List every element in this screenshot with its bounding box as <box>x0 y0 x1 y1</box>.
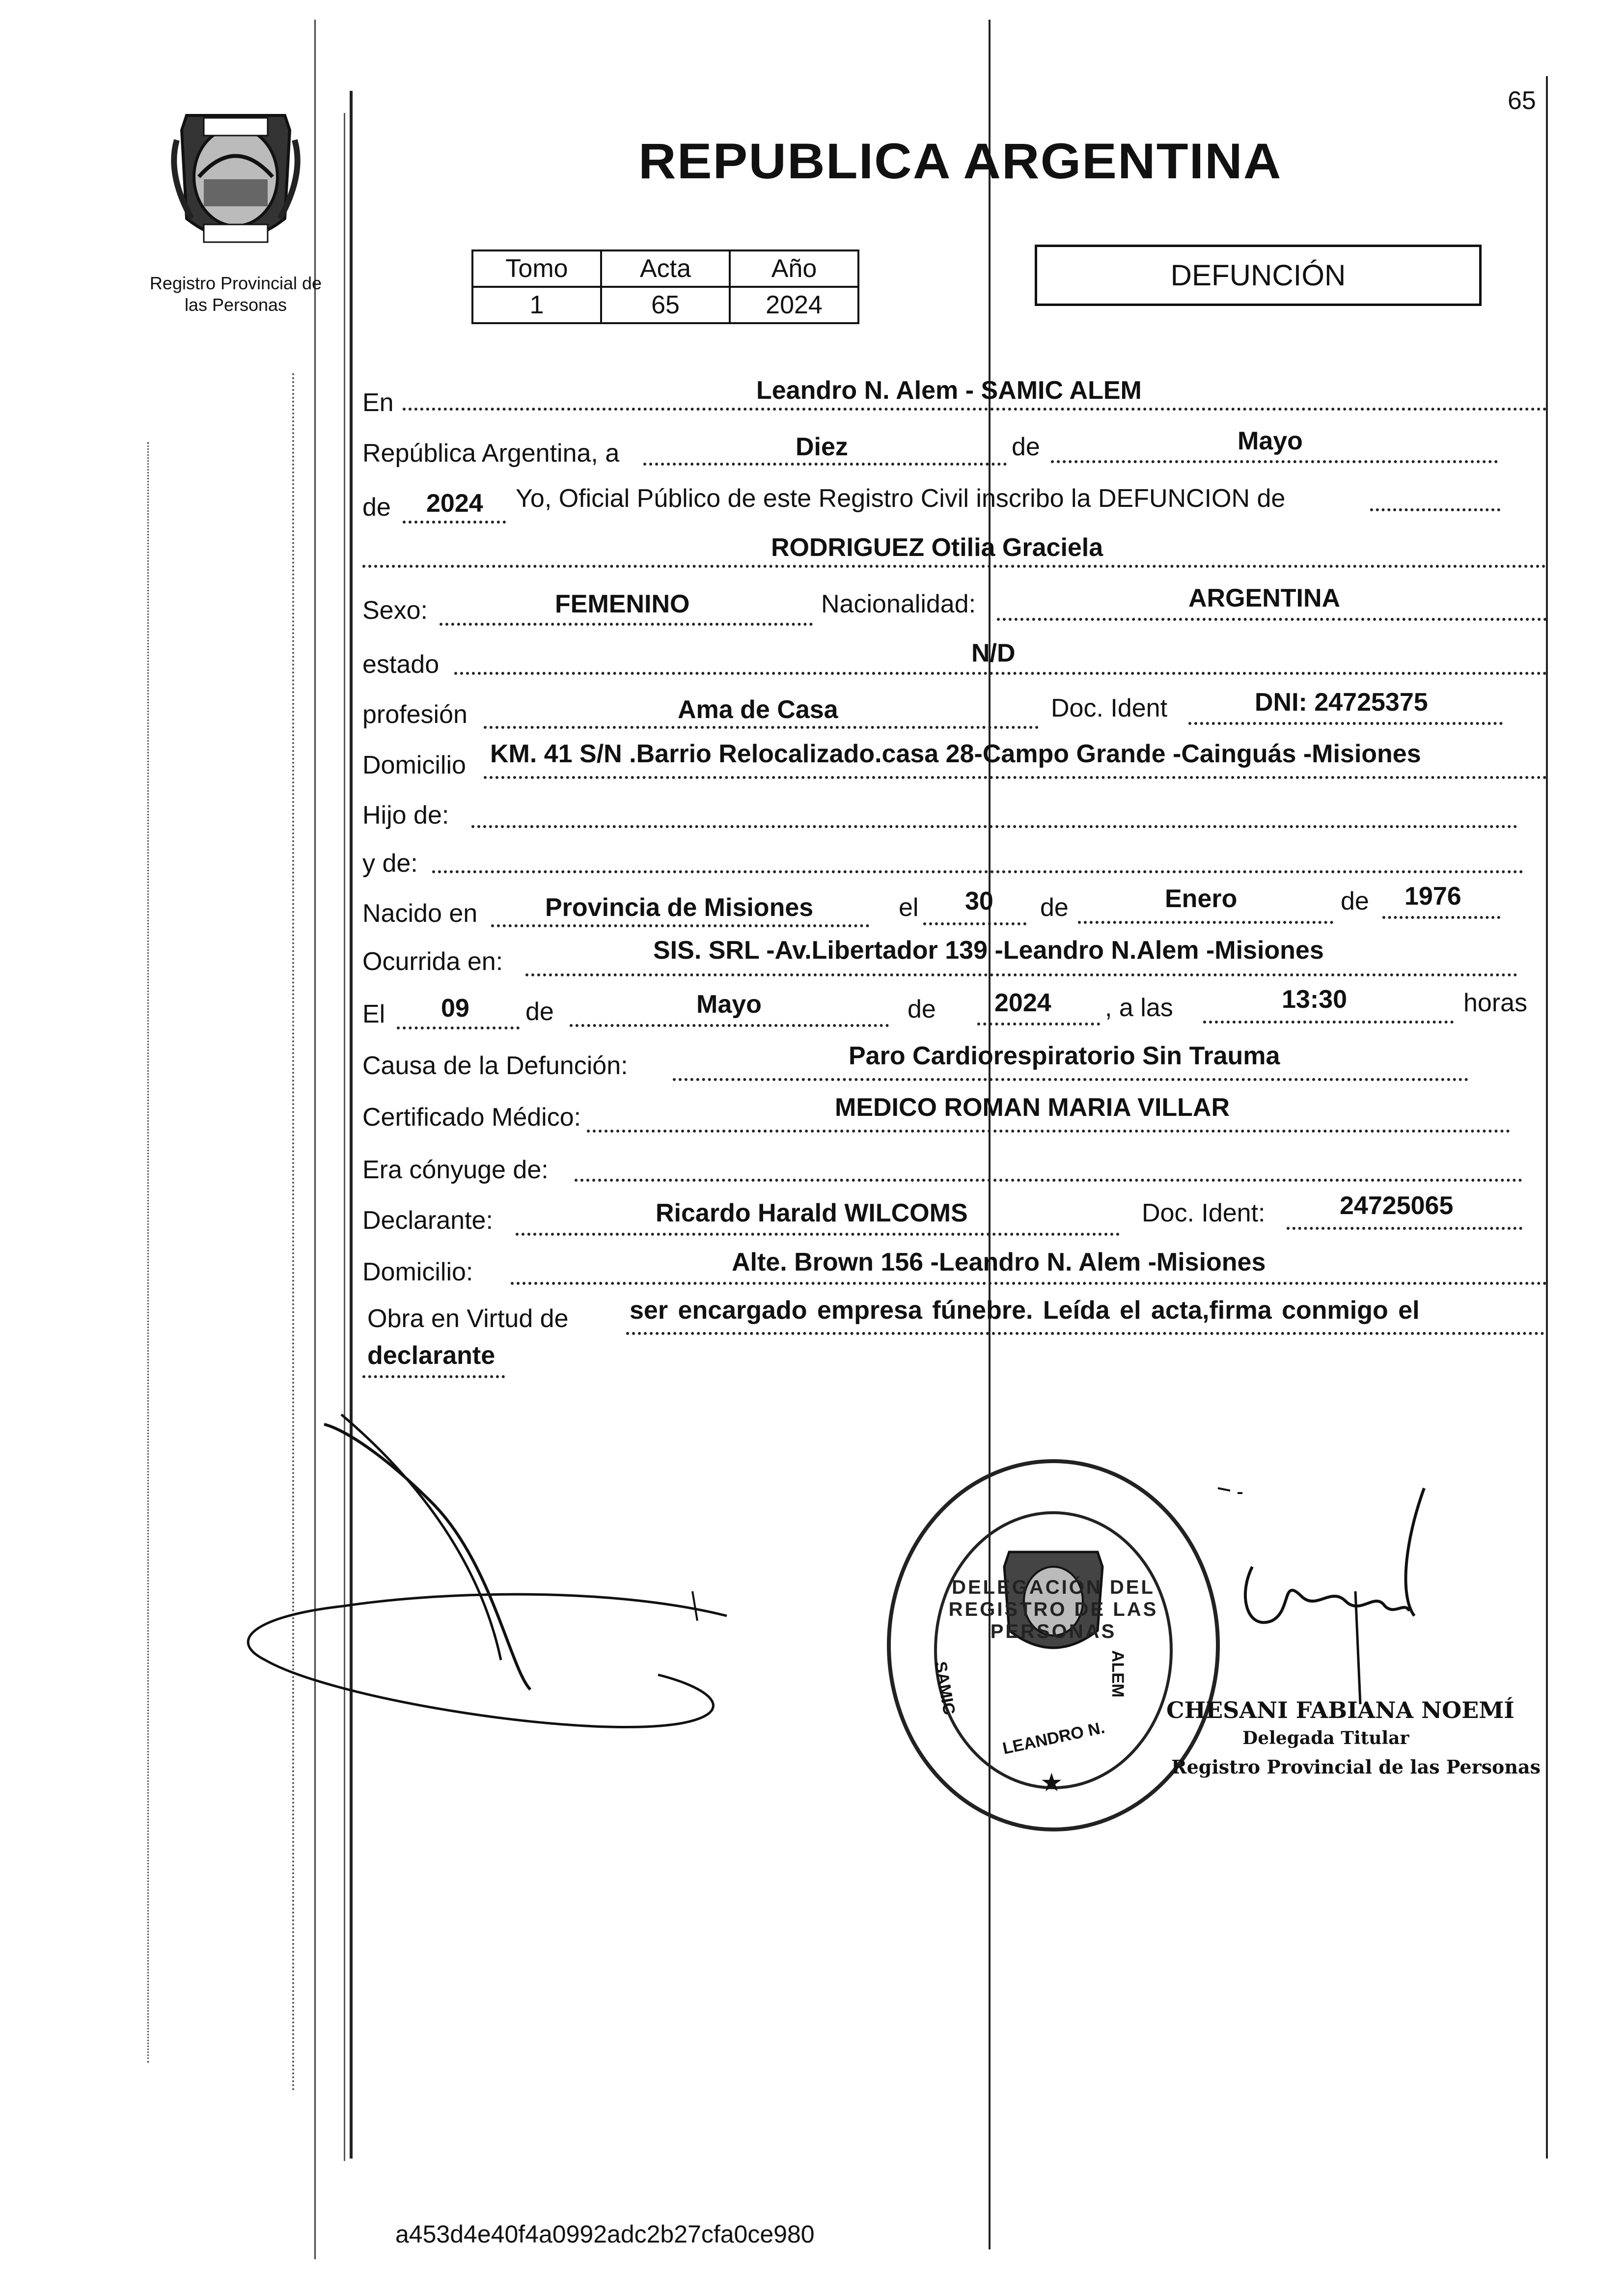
officer-office: Registro Provincial de las Personas <box>1171 1756 1541 1778</box>
dots-sexo <box>440 623 813 626</box>
label-el: el <box>899 893 919 922</box>
value-mes: Mayo <box>1238 427 1303 455</box>
label-en: En <box>362 388 394 417</box>
dots-def-dia <box>397 1026 520 1029</box>
value-declarante: Ricardo Harald WILCOMS <box>656 1199 968 1227</box>
value-nac-mes: Enero <box>1165 885 1238 913</box>
dotted-column-1 <box>292 373 296 2092</box>
value-dia: Diez <box>796 433 848 461</box>
value-obra-2: declarante <box>367 1341 495 1370</box>
label-horas: horas <box>1463 989 1528 1017</box>
dots-nac-mes <box>1078 921 1333 924</box>
official-stamp <box>881 1454 1225 1837</box>
dots-domicilio <box>484 776 1547 779</box>
value-doc: DNI: 24725375 <box>1255 688 1428 717</box>
value-nacionalidad: ARGENTINA <box>1188 584 1341 612</box>
label-doc-ident-declarante: Doc. Ident: <box>1142 1199 1266 1227</box>
label-domicilio-declarante: Domicilio: <box>362 1258 473 1286</box>
label-conyuge: Era cónyuge de: <box>362 1156 549 1184</box>
label-def-de-1: de <box>525 997 554 1026</box>
right-margin-line <box>1546 76 1548 2159</box>
dots-profesion <box>484 726 1039 729</box>
label-obra-en-virtud: Obra en Virtud de <box>367 1304 569 1333</box>
tomo-acta-anio-table <box>471 249 859 324</box>
dots-lugar <box>403 408 1547 411</box>
label-yo-oficial: Yo, Oficial Público de este Registro Civil inscribo la DEFUNCION de <box>516 484 1286 513</box>
label-nacido-en: Nacido en <box>362 899 478 928</box>
stamp-inner-left: SAMIC <box>931 1660 959 1717</box>
dots-doc <box>1188 722 1503 725</box>
dots-def-anio <box>977 1023 1100 1025</box>
dots-estado <box>454 672 1547 675</box>
header-acta: Acta <box>601 250 730 287</box>
stamp-inner-bottom: LEANDRO N. <box>1001 1718 1107 1758</box>
dots-domicilio-declarante <box>511 1282 1547 1285</box>
label-sexo: Sexo: <box>362 596 428 625</box>
value-domicilio: KM. 41 S/N .Barrio Relocalizado.casa 28-Campo Grande -Cainguás -Misiones <box>490 740 1421 768</box>
label-nac-de-2: de <box>1341 887 1369 915</box>
value-lugar: Leandro N. Alem - SAMIC ALEM <box>756 376 1142 405</box>
value-def-anio: 2024 <box>994 989 1051 1017</box>
stamp-inner-right: ALEM <box>1108 1650 1127 1698</box>
dots-y-de <box>432 870 1523 873</box>
dots-nac-anio <box>1382 916 1500 919</box>
label-a-las: , a las <box>1105 994 1173 1022</box>
dots-nac-dia <box>923 922 1026 925</box>
value-obra: ser encargado empresa fúnebre. Leída el acta,firma conmigo el <box>630 1296 1420 1325</box>
left-margin-line <box>350 91 353 2159</box>
dots-declarante <box>516 1233 1120 1236</box>
dots-nacionalidad <box>997 618 1547 621</box>
province-seal <box>157 96 314 253</box>
value-anio: 2024 <box>730 287 858 323</box>
left-margin-line-2 <box>344 113 345 2161</box>
center-fold-line <box>989 20 991 2249</box>
dots-def-hora <box>1203 1021 1454 1024</box>
dots-certificado <box>587 1130 1510 1133</box>
dots-obra-2 <box>362 1375 505 1378</box>
dots-hijo-de <box>471 825 1517 828</box>
value-sexo: FEMENINO <box>555 590 690 618</box>
value-anio: 2024 <box>426 489 483 518</box>
dots-decl-doc <box>1287 1227 1522 1230</box>
label-estado: estado <box>362 650 440 679</box>
page-number: 65 <box>1508 86 1536 115</box>
label-domicilio: Domicilio <box>362 751 466 779</box>
officer-name: CHESANI FABIANA NOEMÍ <box>1166 1697 1514 1723</box>
value-decl-doc: 24725065 <box>1340 1191 1454 1220</box>
far-left-line <box>314 20 316 2259</box>
value-tomo: 1 <box>472 287 601 323</box>
dots-nombre <box>362 565 1546 568</box>
dotted-column-2 <box>147 442 151 2063</box>
label-def-de-2: de <box>908 995 936 1024</box>
dots-anio <box>403 521 506 524</box>
declarant-signature <box>236 1385 850 1768</box>
value-nacido-en: Provincia de Misiones <box>545 893 814 922</box>
value-def-dia: 09 <box>441 994 469 1023</box>
dots-dia <box>643 463 1007 466</box>
label-profesion: profesión <box>362 700 468 729</box>
officer-role: Delegada Titular <box>1242 1728 1409 1748</box>
label-doc-ident: Doc. Ident <box>1051 694 1168 722</box>
dots-def-mes <box>570 1024 889 1027</box>
label-y-de: y de: <box>362 849 418 878</box>
value-domicilio-declarante: Alte. Brown 156 -Leandro N. Alem -Misiones <box>732 1248 1266 1276</box>
value-certificado: MEDICO ROMAN MARIA VILLAR <box>835 1093 1230 1122</box>
document-title: REPUBLICA ARGENTINA <box>638 133 1282 189</box>
record-type: DEFUNCIÓN <box>1170 259 1346 292</box>
record-type-box <box>1035 245 1482 306</box>
label-nacionalidad: Nacionalidad: <box>821 590 976 618</box>
registry-line-2: las Personas <box>184 295 287 315</box>
registry-line-1: Registro Provincial de <box>149 273 322 293</box>
value-def-hora: 13:30 <box>1282 985 1347 1014</box>
label-ocurrida-en: Ocurrida en: <box>362 947 503 976</box>
dots-conyuge <box>575 1179 1522 1182</box>
label-el-fecha: El <box>362 1000 385 1028</box>
value-causa: Paro Cardiorespiratorio Sin Trauma <box>849 1042 1280 1070</box>
officer-signature <box>1208 1468 1483 1704</box>
value-nac-dia: 30 <box>965 887 993 915</box>
dots-obra <box>626 1332 1544 1335</box>
value-nombre: RODRIGUEZ Otilia Graciela <box>771 533 1103 562</box>
stamp-star: ★ <box>1040 1769 1063 1797</box>
label-nac-de-1: de <box>1040 893 1069 922</box>
label-hijo-de: Hijo de: <box>362 801 449 830</box>
dots-defuncion-de <box>1370 508 1500 511</box>
value-estado: N/D <box>971 639 1016 667</box>
label-declarante: Declarante: <box>362 1206 493 1235</box>
header-tomo: Tomo <box>472 250 601 287</box>
label-certificado: Certificado Médico: <box>362 1103 581 1132</box>
dots-causa <box>673 1078 1468 1081</box>
label-republica: República Argentina, a <box>362 439 620 468</box>
dots-nacido-en <box>491 924 869 927</box>
dots-ocurrida <box>525 973 1517 976</box>
stamp-outer-text: DELEGACIÓN DEL REGISTRO DE LAS PERSONAS <box>948 1577 1158 1642</box>
label-de-1: de <box>1012 433 1040 461</box>
value-profesion: Ama de Casa <box>678 695 838 724</box>
registry-name <box>133 273 339 316</box>
value-nac-anio: 1976 <box>1404 882 1461 911</box>
value-def-mes: Mayo <box>696 990 762 1019</box>
header-anio: Año <box>730 250 858 287</box>
dots-mes <box>1051 460 1498 463</box>
document-hash: a453d4e40f4a0992adc2b27cfa0ce980 <box>395 2220 815 2248</box>
value-ocurrida: SIS. SRL -Av.Libertador 139 -Leandro N.Alem -Misiones <box>653 936 1324 965</box>
label-causa: Causa de la Defunción: <box>362 1052 628 1080</box>
value-acta: 65 <box>601 287 730 323</box>
label-de-2: de <box>362 493 391 522</box>
